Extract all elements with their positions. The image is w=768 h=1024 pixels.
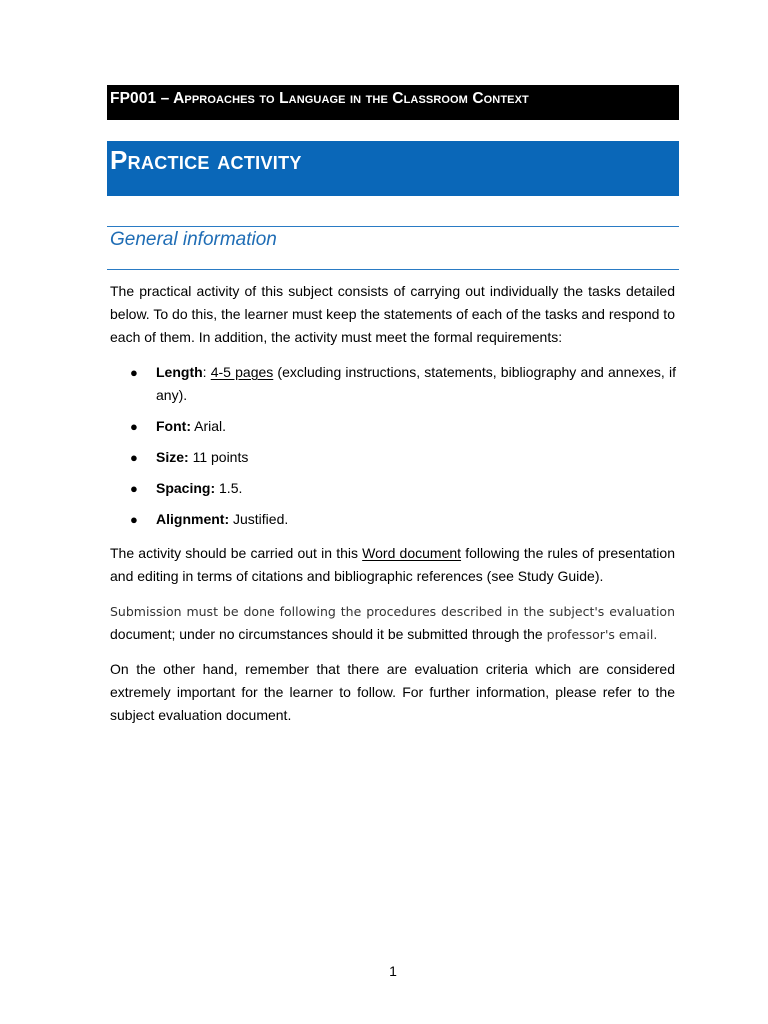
requirement-alignment <box>110 508 676 531</box>
section-rule-top <box>107 226 679 227</box>
bullet-icon: ● <box>130 365 138 380</box>
submission-text-part2: document; under no circumstances should it be submitted through the <box>110 626 547 642</box>
requirement-value-underlined: 4-5 pages <box>210 364 274 380</box>
requirement-spacing <box>110 477 676 500</box>
closing-paragraph: On the other hand, remember that there are evaluation criteria which are considered extremely important for the learner to follow. For further information, please refer to the subject evaluation document. <box>110 661 675 723</box>
requirement-value: (excluding instructions, statements, bibliography and annexes, if any). <box>156 364 676 403</box>
activity-text-before: The activity should be carried out in this <box>110 545 363 561</box>
bullet-icon: ● <box>130 481 138 496</box>
requirement-separator: : <box>202 364 211 380</box>
word-document-link[interactable]: Word document <box>362 545 462 561</box>
requirement-label: Spacing: <box>156 480 216 496</box>
intro-paragraph: The practical activity of this subject consists of carrying out individually the tasks detailed below. To do this, the learner must keep the statements of each of the tasks and respond to each of them. In addition, the activity must meet the formal requirements: <box>110 283 675 345</box>
document-title: Practice activity <box>110 145 302 175</box>
submission-paragraph <box>110 600 675 646</box>
requirement-label: Size: <box>156 449 189 465</box>
bullet-icon: ● <box>130 512 138 527</box>
requirement-size <box>110 446 676 469</box>
course-title: FP001 – Approaches to Language in the Classroom Context <box>110 90 529 107</box>
activity-text-after: following the rules of presentation and editing in terms of citations and bibliographic references (see Study Guide). <box>110 545 675 584</box>
section-rule-bottom <box>107 269 679 270</box>
page-number: 1 <box>389 963 397 979</box>
title-banner <box>107 141 679 196</box>
requirement-label: Length <box>156 364 203 380</box>
requirement-value: 1.5. <box>219 480 243 496</box>
activity-paragraph <box>110 542 675 588</box>
section-heading: General information <box>110 229 277 250</box>
requirement-value: Arial. <box>194 418 227 434</box>
requirements-list <box>110 361 676 531</box>
requirement-label: Alignment: <box>156 511 230 527</box>
bullet-icon: ● <box>130 450 138 465</box>
requirement-value: 11 points <box>192 449 249 465</box>
requirement-value: Justified. <box>233 511 289 527</box>
requirement-length <box>110 361 676 407</box>
requirement-label: Font: <box>156 418 191 434</box>
bullet-icon: ● <box>130 419 138 434</box>
submission-text-part3: professor's email. <box>546 627 658 642</box>
course-header-bar <box>107 85 679 120</box>
submission-text-part1: Submission must be done following the procedures described in the subject's evaluation <box>110 604 675 619</box>
requirement-font <box>110 415 676 438</box>
